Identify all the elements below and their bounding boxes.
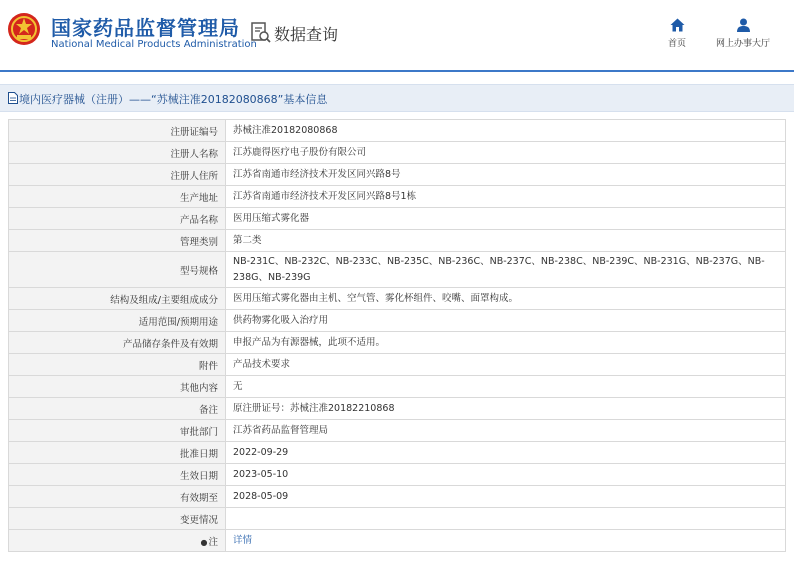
table-row xyxy=(9,288,786,310)
device-info-table xyxy=(8,119,786,552)
field-value: 无 xyxy=(226,376,786,398)
table-row xyxy=(9,376,786,398)
field-label: 生产地址 xyxy=(9,186,226,208)
table-row xyxy=(9,186,786,208)
record-title-bar xyxy=(0,84,794,112)
field-value: 2023-05-10 xyxy=(226,464,786,486)
table-row xyxy=(9,252,786,288)
field-value: 2022-09-29 xyxy=(226,442,786,464)
field-label: 注册人住所 xyxy=(9,164,226,186)
table-row xyxy=(9,420,786,442)
table-row xyxy=(9,310,786,332)
page-title: 数据查询 xyxy=(274,25,339,44)
document-icon xyxy=(8,92,18,104)
org-name-en: National Medical Products Administration xyxy=(51,39,257,50)
field-value xyxy=(226,530,786,552)
nav-service-hall-label: 网上办事大厅 xyxy=(715,39,770,49)
data-query-icon xyxy=(251,22,271,44)
table-row xyxy=(9,332,786,354)
field-label: 适用范围/预期用途 xyxy=(9,310,226,332)
field-label: 管理类别 xyxy=(9,230,226,252)
user-icon xyxy=(736,18,751,32)
field-value: 申报产品为有源器械，此项不适用。 xyxy=(226,332,786,354)
table-row xyxy=(9,208,786,230)
field-value: 医用压缩式雾化器由主机、空气管、雾化杯组件、咬嘴、面罩构成。 xyxy=(226,288,786,310)
field-label: 注册证编号 xyxy=(9,120,226,142)
field-label: 注册人名称 xyxy=(9,142,226,164)
field-label: 其他内容 xyxy=(9,376,226,398)
record-title: 境内医疗器械（注册）——“苏械注准20182080868”基本信息 xyxy=(19,93,328,106)
note-label: 注 xyxy=(208,536,218,548)
field-value: 供药物雾化吸入治疗用 xyxy=(226,310,786,332)
field-label: 备注 xyxy=(9,398,226,420)
field-value: 原注册证号：苏械注准20182210868 xyxy=(226,398,786,420)
field-label: 产品名称 xyxy=(9,208,226,230)
table-row xyxy=(9,142,786,164)
field-value: 2028-05-09 xyxy=(226,486,786,508)
national-emblem-icon xyxy=(7,12,41,46)
field-label: 审批部门 xyxy=(9,420,226,442)
field-label: 附件 xyxy=(9,354,226,376)
home-icon xyxy=(670,18,685,32)
field-label: 变更情况 xyxy=(9,508,226,530)
note-marker: ● xyxy=(200,537,208,547)
header-divider xyxy=(0,70,794,72)
field-value xyxy=(226,508,786,530)
field-value: 江苏省药品监督管理局 xyxy=(226,420,786,442)
field-label: 型号规格 xyxy=(9,252,226,288)
field-value: 医用压缩式雾化器 xyxy=(226,208,786,230)
table-row xyxy=(9,164,786,186)
table-row xyxy=(9,508,786,530)
nav-service-hall-link[interactable] xyxy=(711,18,775,49)
table-row xyxy=(9,530,786,552)
field-label: 生效日期 xyxy=(9,464,226,486)
nav-home-label: 首页 xyxy=(667,39,686,49)
field-value: 江苏省南通市经济技术开发区同兴路8号1栋 xyxy=(226,186,786,208)
table-row xyxy=(9,120,786,142)
table-row xyxy=(9,486,786,508)
field-value: 江苏鹿得医疗电子股份有限公司 xyxy=(226,142,786,164)
field-label: 批准日期 xyxy=(9,442,226,464)
field-value: 第二类 xyxy=(226,230,786,252)
table-row xyxy=(9,230,786,252)
field-value: 江苏省南通市经济技术开发区同兴路8号 xyxy=(226,164,786,186)
field-label: 产品储存条件及有效期 xyxy=(9,332,226,354)
nav-home-link[interactable] xyxy=(662,18,692,49)
field-label xyxy=(9,530,226,552)
field-value: 苏械注准20182080868 xyxy=(226,120,786,142)
table-row xyxy=(9,464,786,486)
table-row xyxy=(9,442,786,464)
table-row xyxy=(9,354,786,376)
site-header xyxy=(0,0,794,70)
field-value: 产品技术要求 xyxy=(226,354,786,376)
field-label: 结构及组成/主要组成成分 xyxy=(9,288,226,310)
org-name-cn: 国家药品监督管理局 xyxy=(51,16,240,40)
field-value: NB-231C、NB-232C、NB-233C、NB-235C、NB-236C、NB-237C、NB-238C、NB-239C、NB-231G、NB-237G、NB-238G、NB-239G xyxy=(226,252,786,288)
field-label: 有效期至 xyxy=(9,486,226,508)
details-link[interactable]: 详情 xyxy=(233,534,253,546)
table-row xyxy=(9,398,786,420)
